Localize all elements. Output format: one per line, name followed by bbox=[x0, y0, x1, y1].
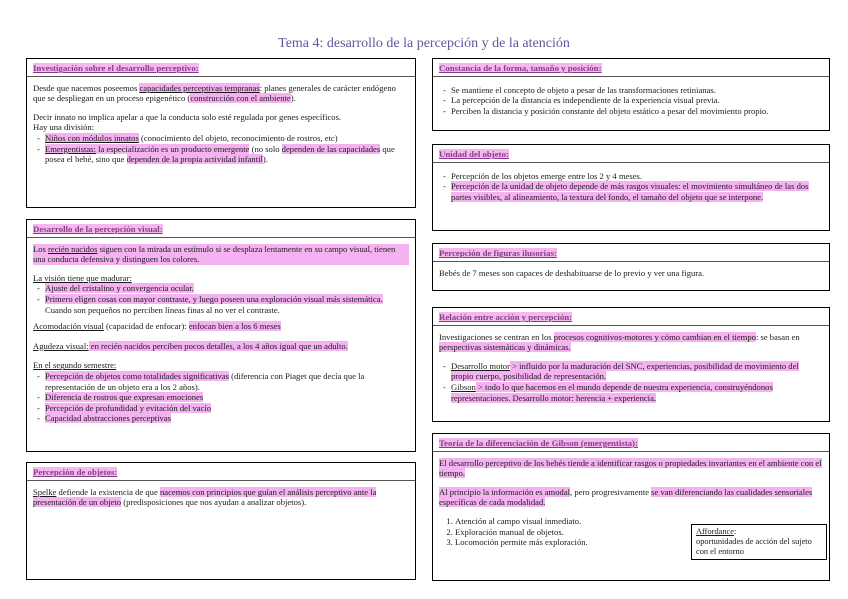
gibson-p2: Al principio la información es amodal, pero progresivamente se van diferenciando las cualidades sensoriales específicas de cada modalidad. bbox=[439, 486, 813, 508]
percepcion-visual-header: Desarrollo de la percepción visual: bbox=[33, 224, 163, 234]
visual-list-1 bbox=[33, 283, 409, 315]
list-item: 2. Exploración manual de objetos. bbox=[455, 527, 695, 538]
constancia-list bbox=[439, 85, 823, 117]
list-item: - Desarrollo motor > influido por la maduración del SNC, experiencias, posibilidad de movimiento del propio cuerpo, posibilidad de representación. bbox=[439, 361, 823, 382]
list-item: - Emergentistas: la especialización es un producto emergente (no solo dependen de las capacidades que posea el bebé, sino que dependen de la propia actividad infantil). bbox=[33, 144, 409, 165]
visual-list-2 bbox=[33, 371, 409, 424]
investigacion-p2: Decir innato no implica apelar a que la conducta solo esté regulada por genes específicos. bbox=[33, 111, 342, 122]
visual-agudeza: Agudeza visual: en recién nacidos perciben pocos detalles, a los 4 años igual que un adulto. bbox=[33, 340, 348, 351]
list-item: - Percepción de profundidad y evitación del vacío bbox=[33, 403, 409, 414]
ilusorias-box bbox=[432, 243, 830, 291]
accion-box bbox=[432, 307, 830, 422]
list-item: - Diferencia de rostros que expresan emociones bbox=[33, 392, 409, 403]
percepcion-visual-box bbox=[26, 219, 416, 452]
accion-header: Relación entre acción y percepción: bbox=[439, 312, 573, 322]
list-item: - Primero eligen cosas con mayor contraste, y luego poseen una exploración visual más sistemática. Cuando son pequeños no perciben líneas finas al no ver el contraste. bbox=[33, 294, 409, 315]
investigacion-box bbox=[26, 58, 416, 208]
affordance-note: Affordance: oportunidades de acción del sujeto con el entorno bbox=[691, 524, 827, 560]
ilusorias-header: Percepción de figuras ilusorias: bbox=[439, 248, 557, 258]
list-item: - Se mantiene el concepto de objeto a pesar de las transformaciones retinianas. bbox=[439, 85, 823, 96]
gibson-p1: El desarrollo perceptivo de los bebés tiende a identificar rasgos o propiedades invariantes en el ambiente con el tiempo. bbox=[439, 457, 822, 479]
investigacion-header: Investigación sobre el desarrollo perceptivo: bbox=[33, 63, 199, 73]
list-item: - Percepción de los objetos emerge entre los 2 y 4 meses. bbox=[439, 171, 823, 182]
unidad-header: Unidad del objeto: bbox=[439, 149, 509, 159]
list-item: - Percepción de objetos como totalidades significativas (diferencia con Piaget que decía que la representación de un objeto era a los 2 años). bbox=[33, 371, 409, 392]
affordance-text: oportunidades de acción del sujeto con el entorno bbox=[696, 537, 812, 556]
list-item: 1. Atención al campo visual inmediato. bbox=[455, 516, 695, 527]
percepcion-objetos-header: Percepción de objetos: bbox=[33, 467, 118, 477]
list-item: - La percepción de la distancia es independiente de la experiencia visual previa. bbox=[439, 95, 823, 106]
list-item: - Gibson > todo lo que hacemos en el mundo depende de nuestra experiencia, construyéndonos representaciones. Desarrollo motor: herencia + experiencia. bbox=[439, 382, 823, 403]
objetos-p: Spelke defiende la existencia de que nacemos con principios que guían el análisis perceptivo ante la presentación de un objeto (predisposiciones que nos ayudan a analizar objetos). bbox=[33, 486, 377, 508]
list-item: - Percepción de la unidad de objeto depende de más rasgos visuales: el movimiento simultáneo de las dos partes visibles, al alineamiento, la textura del fondo, el tamaño del objeto que se interpone. bbox=[439, 181, 823, 202]
list-item: 3. Locomoción permite más exploración. bbox=[455, 537, 695, 548]
investigacion-p1: Desde que nacemos poseemos capacidades perceptivas tempranas: planes generales de carácter endógeno que se despliegan en un proceso epigenético (construcción con el ambiente). bbox=[33, 82, 396, 104]
gibson-header: Teoría de la diferenciación de Gibson (emergentista): bbox=[439, 438, 638, 448]
list-item: - Perciben la distancia y posición constante del objeto estático a pesar del movimiento propio. bbox=[439, 106, 823, 117]
ilusorias-p: Bebés de 7 meses son capaces de deshabituarse de lo previo y ver una figura. bbox=[439, 267, 705, 278]
accion-list bbox=[439, 361, 823, 403]
visual-p1: Los recién nacidos siguen con la mirada un estímulo si se desplaza lentamente en su campo visual, tienen una conducta defensiva y distinguen los colores. bbox=[33, 244, 409, 265]
investigacion-p3: Hay una división: bbox=[33, 122, 95, 133]
gibson-list bbox=[439, 516, 695, 548]
visual-sub1: La visión tiene que madurar: bbox=[33, 272, 132, 283]
list-item: - Capacidad abstracciones perceptivas bbox=[33, 413, 409, 424]
gibson-box bbox=[432, 433, 830, 581]
investigacion-list bbox=[33, 133, 409, 165]
affordance-title: Affordance bbox=[696, 527, 734, 536]
constancia-box bbox=[432, 58, 830, 131]
page-title: Tema 4: desarrollo de la percepción y de la atención bbox=[278, 36, 570, 51]
list-item: - Niños con módulos innatos (conocimiento del objeto, reconocimiento de rostros, etc) bbox=[33, 133, 409, 144]
unidad-box bbox=[432, 144, 830, 231]
visual-acomodacion: Acomodación visual (capacidad de enfocar): enfocan bien a los 6 meses bbox=[33, 321, 281, 332]
constancia-header: Constancia de la forma, tamaño y posición: bbox=[439, 63, 602, 73]
percepcion-objetos-box bbox=[26, 462, 416, 580]
unidad-list bbox=[439, 171, 823, 203]
list-item: - Ajuste del cristalino y convergencia ocular. bbox=[33, 283, 409, 294]
visual-sub2: En el segundo semestre: bbox=[33, 360, 117, 371]
accion-p: Investigaciones se centran en los procesos cognitivos-motores y cómo cambian en el tiempo: se basan en perspectivas sistemáticas y dinámicas. bbox=[439, 331, 800, 353]
